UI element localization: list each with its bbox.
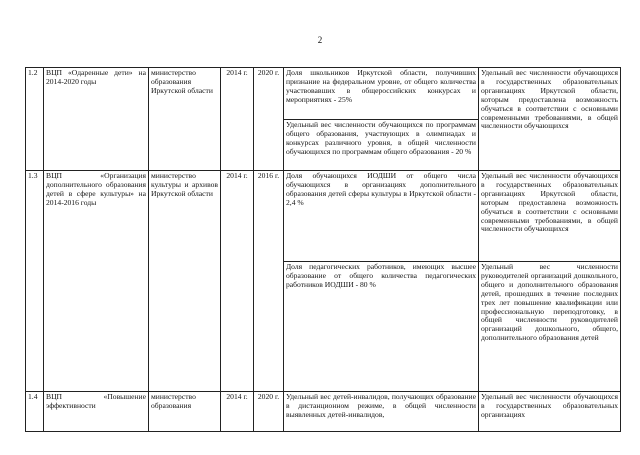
target-indicator: Удельный вес численности обучающихся в государственных образовательных организациях Иркутской области, которым предоставлена возможность обучаться в соответствии с основными современными требованиями, в общей численности обучающихся <box>479 68 621 171</box>
indicator: Доля школьников Иркутской области, получивших признание на федеральном уровне, от общего количества участвовавших в общероссийских конкурсах и мероприятиях - 25% <box>284 68 479 120</box>
executor: министерство культуры и архивов Иркутской области <box>149 171 221 392</box>
target-indicator: Удельный вес численности обучающихся в государственных образовательных организациях Иркутской области, которым предоставлена возможность обучаться в соответствии с основными современными требованиями, в общей численности обучающихся <box>479 171 621 262</box>
row-number: 1.3 <box>26 171 44 392</box>
executor: министерство образования <box>149 392 221 432</box>
start-year: 2014 г. <box>221 171 254 392</box>
target-indicator: Удельный вес численности обучающихся в государственных образовательных организациях <box>479 392 621 432</box>
indicator: Доля обучающихся ИОДШИ от общего числа обучающихся в организациях дополнительного образования детей сферы культуры в Иркутской области - 2,4 % <box>284 171 479 262</box>
executor: министерство образования Иркутской области <box>149 68 221 171</box>
target-indicator: Удельный вес численности руководителей организаций дошкольного, общего и дополнительного образования детей, прошедших в течение последних трех лет повышение квалификации или профессиональную переподготовку, в общей численности руководителей организаций дошкольного, общего, дополнительного образования детей <box>479 262 621 392</box>
indicator: Доля педагогических работников, имеющих высшее образование от общего количества педагогических работников ИОДШИ - 80 % <box>284 262 479 392</box>
end-year: 2020 г. <box>254 68 284 171</box>
row-number: 1.4 <box>26 392 44 432</box>
page-number: 2 <box>317 35 323 45</box>
program-name: ВЦП «Повышение эффективности <box>44 392 149 432</box>
program-name: ВЦП «Организация дополнительного образования детей в сфере культуры» на 2014-2016 годы <box>44 171 149 392</box>
end-year: 2016 г. <box>254 171 284 392</box>
indicator: Удельный вес численности обучающихся по программам общего образования, участвующих в олимпиадах и конкурсах различного уровня, в общей численности обучающихся по программам общего образования - 20 % <box>284 120 479 171</box>
table-row <box>26 171 621 262</box>
program-name: ВЦП «Одаренные дети» на 2014-2020 годы <box>44 68 149 171</box>
start-year: 2014 г. <box>221 68 254 171</box>
table-row <box>26 392 621 432</box>
programs-table <box>25 67 621 432</box>
start-year: 2014 г. <box>221 392 254 432</box>
indicator: Удельный вес детей-инвалидов, получающих образование в дистанционном режиме, в общей численности выявленных детей-инвалидов, <box>284 392 479 432</box>
table-row <box>26 68 621 120</box>
end-year: 2020 г. <box>254 392 284 432</box>
row-number: 1.2 <box>26 68 44 171</box>
